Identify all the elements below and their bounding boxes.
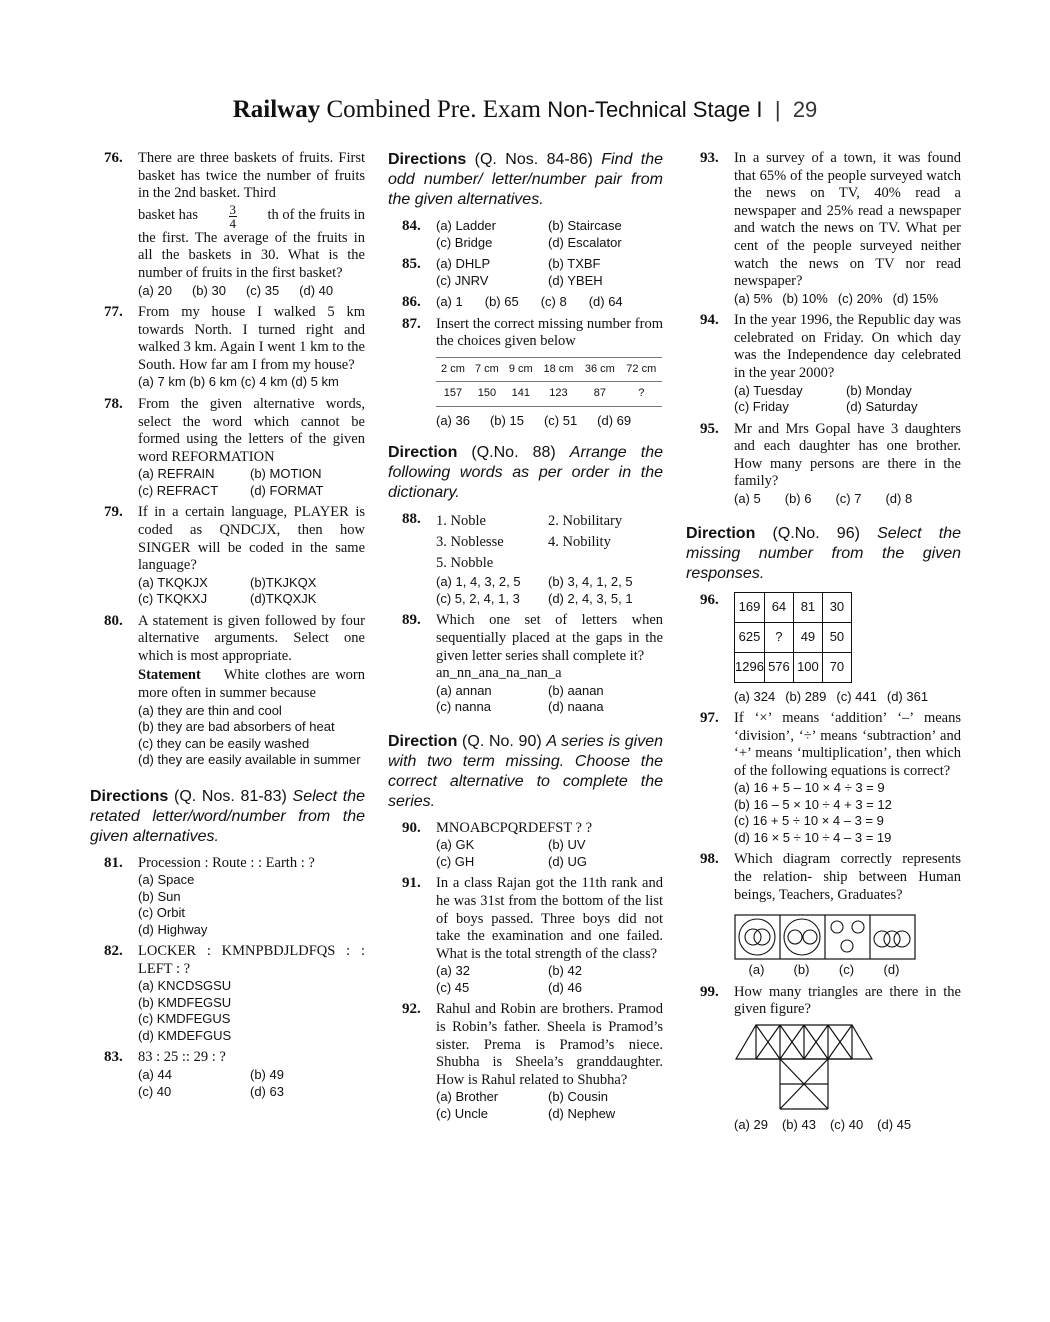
option[interactable]: (d) 63 (250, 1083, 284, 1099)
option[interactable]: (b) Monday (846, 382, 912, 398)
table-cell: 141 (504, 382, 538, 407)
question-text: In a class Rajan got the 11th rank and he was 31st from the bottom of the list of boys passed. Three boys did not take the examination and one failed. What is the total strength of the class? (436, 875, 663, 962)
question-84 (388, 218, 663, 251)
question-text: Insert the correct missing number from the choices given below (436, 315, 663, 350)
options (138, 283, 365, 300)
question-text: A statement is given followed by four alternative arguments. Select one which is most appropriate. (138, 612, 365, 664)
question-93 (686, 150, 961, 307)
option[interactable]: (b) 30 (191, 282, 226, 298)
page-header: Railway Combined Pre. Exam Non-Technical Stage I | 29 (232, 96, 818, 123)
question-76 (90, 150, 365, 299)
option[interactable]: (d) UG (548, 853, 587, 869)
option[interactable]: (d) Escalator (548, 234, 622, 250)
question-text: There are three baskets of fruits. First basket has twice the number of fruits in the 2nd basket. Third (138, 150, 365, 202)
question-number: 82. (104, 943, 123, 960)
venn-diagram-options (734, 914, 916, 960)
directions-label: Directions (90, 787, 169, 805)
option[interactable]: (b) UV (548, 837, 586, 853)
question-82 (90, 943, 365, 1044)
option[interactable]: (b) 10% (782, 290, 828, 306)
question-number: 99. (700, 983, 719, 1000)
question-text: LOCKER : KMNPBDJLDFQS : : LEFT : ? (138, 943, 365, 977)
header-subtitle: Non-Technical Stage I (547, 97, 763, 122)
question-85 (388, 256, 663, 289)
question-text: Which diagram correctly represents the relation- ship between Human beings, Teachers, Graduates? (734, 851, 961, 903)
directions-label: Direction (686, 524, 756, 542)
directions-84-86 (388, 150, 663, 210)
question-number: 78. (104, 395, 123, 412)
question-83 (90, 1049, 365, 1100)
statement-label: Statement (138, 667, 201, 684)
question-81 (90, 855, 365, 939)
option[interactable]: (b) they are bad absorbers of heat (138, 719, 335, 735)
option[interactable]: (d) KMDEFGUS (138, 1027, 232, 1043)
question-text: 83 : 25 :: 29 : ? (138, 1049, 226, 1066)
option[interactable]: (d) FORMAT (250, 482, 324, 498)
table-cell: 157 (436, 382, 470, 407)
options (734, 491, 961, 508)
option[interactable]: (b) aanan (548, 682, 604, 698)
options (436, 683, 663, 716)
table-cell: 123 (538, 382, 579, 407)
option[interactable]: (b) 49 (250, 1067, 284, 1083)
option[interactable]: (a) Brother (436, 1089, 499, 1105)
option[interactable]: (b) 65 (484, 294, 519, 309)
option[interactable]: (c) KMDFEGUS (138, 1011, 231, 1027)
question-text: Mr and Mrs Gopal have 3 daughters and each daughter has one brother. How many persons are there in the family? (734, 420, 961, 490)
option[interactable]: (c) 8 (540, 294, 567, 309)
word: 2. Nobilitary (548, 513, 623, 530)
question-text: MNOABCPQRDEFST ? ? (436, 819, 593, 836)
question-text: the first. The average of the fruits in all the baskets in 30. What is the number of fruits in the first basket? (138, 229, 365, 281)
option[interactable]: (d) 69 (597, 412, 632, 428)
directions-text: A series is given with two term missing. Choose the correct alternative to complete the series. (388, 732, 664, 810)
grid-cell: 576 (764, 652, 793, 682)
table-cell: ? (621, 382, 662, 407)
option[interactable]: (a) Space (138, 872, 195, 888)
header-title: Combined Pre. Exam (326, 96, 542, 123)
question-number: 92. (402, 1001, 421, 1018)
question-text: Rahul and Robin are brothers. Pramod is Robin’s father. Sheela is Pramod’s sister. Prema is Pramod’s niece. Shubha is Sheela’s granddaughter. How is Rahul related to Shubha? (436, 1001, 663, 1088)
word: 3. Noblesse (436, 534, 504, 551)
option[interactable]: (d) they are easily available in summer (138, 752, 361, 768)
options (436, 294, 663, 311)
option[interactable]: (a) (748, 962, 765, 978)
diagram-labels (734, 962, 916, 979)
option[interactable]: (c) GH (436, 853, 475, 869)
question-number: 76. (104, 150, 123, 166)
option[interactable]: (c) 45 (436, 979, 470, 995)
question-text: In the year 1996, the Republic day was celebrated on Friday. On which day was the Independence day celebrated in the year 2000? (734, 312, 961, 382)
options (138, 703, 365, 769)
option[interactable]: (b) 43 (781, 1116, 816, 1132)
options (734, 780, 961, 846)
question-number: 79. (104, 504, 123, 521)
option[interactable]: (c) Orbit (138, 905, 185, 921)
options (436, 256, 663, 289)
option[interactable]: (d) 2, 4, 3, 5, 1 (548, 590, 633, 606)
question-number: 91. (402, 875, 421, 892)
statement-text: White clothes are worn more often in summer because (138, 667, 365, 702)
grid-cell: 50 (822, 622, 851, 652)
option[interactable]: (a) 1 (436, 294, 463, 309)
grid-cell: ? (764, 622, 793, 652)
grid-cell: 100 (793, 652, 822, 682)
option[interactable]: (a) they are thin and cool (138, 702, 282, 718)
question-97 (686, 710, 961, 846)
option[interactable]: (a) 44 (138, 1067, 172, 1083)
directions-range: (Q. Nos. 81-83) (173, 787, 287, 805)
question-number: 96. (700, 591, 719, 608)
question-number: 77. (104, 304, 123, 321)
option[interactable]: (a) KNCDSGSU (138, 978, 232, 994)
question-96 (686, 592, 961, 706)
option[interactable]: (a) REFRAIN (138, 466, 215, 482)
option[interactable]: (c) they can be easily washed (138, 735, 310, 751)
directions-range: (Q. No. 90) (462, 732, 542, 750)
question-number: 98. (700, 851, 719, 868)
directions-label: Direction (388, 444, 458, 462)
question-number: 80. (104, 612, 123, 629)
option[interactable]: (b)TKJKQX (250, 574, 317, 590)
option[interactable]: (c) REFRACT (138, 482, 219, 498)
question-number: 93. (700, 150, 719, 166)
question-99 (686, 984, 961, 1134)
question-79 (90, 504, 365, 607)
option[interactable]: (a) 16 + 5 – 10 × 4 ÷ 3 = 9 (734, 780, 885, 796)
option[interactable]: (a) 1, 4, 3, 2, 5 (436, 574, 521, 590)
question-87 (388, 316, 663, 430)
word: 5. Nobble (436, 555, 494, 572)
option[interactable]: (d) 16 × 5 ÷ 10 ÷ 4 – 3 = 19 (734, 829, 892, 845)
option[interactable]: (b) 289 (785, 688, 827, 704)
option[interactable]: (d) 361 (886, 688, 929, 704)
question-78 (90, 396, 365, 499)
options (138, 374, 365, 391)
number-table (436, 357, 662, 407)
question-86 (388, 294, 663, 311)
option[interactable]: (c) 35 (245, 282, 280, 298)
directions-label: Directions (388, 151, 467, 168)
options (436, 963, 663, 996)
letter-series: an_nn_ana_na_nan_a (436, 665, 562, 682)
option[interactable]: (c) Friday (734, 399, 789, 415)
question-text: If in a certain language, PLAYER is coded as QNDCJX, then how SINGER will be coded in the same language? (138, 504, 365, 574)
option[interactable]: (c) TKQKXJ (138, 591, 208, 607)
word: 1. Noble (436, 513, 486, 530)
option[interactable]: (d) Saturday (846, 399, 918, 415)
question-80 (90, 613, 365, 769)
option[interactable]: (c) Uncle (436, 1105, 489, 1121)
question-98 (686, 851, 961, 978)
options (436, 413, 663, 430)
option[interactable]: (b) 42 (548, 963, 582, 979)
directions-88 (388, 443, 663, 503)
question-number: 84. (402, 218, 421, 234)
option[interactable]: (b) Staircase (548, 218, 622, 233)
question-91 (388, 875, 663, 996)
table-cell: 72 cm (621, 357, 662, 382)
question-number: 86. (402, 294, 421, 310)
number-grid (734, 592, 852, 683)
table-cell: 36 cm (579, 357, 620, 382)
option[interactable]: (b) 3, 4, 1, 2, 5 (548, 574, 633, 590)
option[interactable]: (d) YBEH (548, 272, 603, 288)
question-text: Procession : Route : : Earth : ? (138, 854, 315, 871)
triangle-figure (734, 1023, 874, 1111)
column-middle (388, 150, 663, 1127)
option[interactable]: (c) 16 + 5 ÷ 10 × 4 – 3 = 9 (734, 813, 884, 829)
option[interactable]: (a) 36 (436, 412, 470, 428)
options (734, 689, 961, 706)
option[interactable]: (a) Ladder (436, 218, 496, 233)
option[interactable]: (c) Bridge (436, 234, 493, 250)
option[interactable]: (a) Tuesday (734, 382, 803, 398)
question-text: From my house I walked 5 km towards North. I turned right and walked 3 km. Again I went 1 km to the South. How far am I from my house? (138, 304, 365, 373)
directions-90 (388, 732, 663, 812)
question-number: 94. (700, 312, 719, 329)
option[interactable]: (a) 5 (734, 491, 761, 506)
directions-81-83 (90, 787, 365, 847)
options (436, 1089, 663, 1122)
question-number: 88. (402, 511, 421, 528)
word: 4. Nobility (548, 534, 611, 551)
option[interactable]: (b) KMDFEGSU (138, 994, 232, 1010)
option[interactable]: (d) 46 (548, 979, 582, 995)
question-95 (686, 421, 961, 508)
option[interactable]: (c) nanna (436, 699, 491, 715)
question-number: 97. (700, 710, 719, 726)
options (436, 218, 663, 251)
question-number: 83. (104, 1049, 123, 1066)
grid-cell: 81 (793, 592, 822, 622)
option[interactable]: (a) 20 (138, 282, 172, 298)
question-number: 85. (402, 256, 421, 272)
directions-96 (686, 524, 961, 584)
option[interactable]: (a) 5% (734, 290, 773, 306)
options (138, 978, 365, 1044)
options (734, 383, 961, 416)
question-text: In a survey of a town, it was found that 65% of the people surveyed watch the news on TV, 40% read a newspaper and 25% read a newspaper and watch the news on TV. What per cent of the people surveyed neither watch the news on TV nor read newspaper? (734, 150, 961, 290)
question-number: 87. (402, 315, 421, 332)
option[interactable]: (c) JNRV (436, 272, 489, 288)
directions-text: Arrange the following words as per order in the dictionary. (388, 444, 664, 502)
grid-cell: 64 (764, 592, 793, 622)
option[interactable]: (d) 45 (877, 1116, 912, 1132)
question-text: basket has (138, 207, 198, 224)
question-number: 95. (700, 420, 719, 437)
directions-text: Find the odd number/ letter/number pair from the given alternatives. (388, 151, 663, 208)
option[interactable]: (d)TKQXJK (250, 591, 317, 607)
options (436, 837, 663, 870)
option[interactable]: (a) 29 (734, 1116, 768, 1132)
table-cell: 7 cm (470, 357, 504, 382)
question-text: Which one set of letters when sequentially placed at the gaps in the given letter series shall complete it? (436, 612, 663, 664)
option[interactable]: (b) 6 km (189, 374, 237, 390)
option[interactable]: (b) Sun (138, 888, 181, 904)
question-77 (90, 304, 365, 391)
option[interactable]: (a) TKQKJX (138, 574, 208, 590)
question-number: 89. (402, 612, 421, 629)
table-cell: 2 cm (436, 357, 470, 382)
question-text: th of the fruits in (267, 207, 365, 224)
question-90 (388, 820, 663, 871)
question-text: From the given alternative words, select the word which cannot be formed using the letters of the given word REFORMATION (138, 395, 365, 465)
word-list (436, 511, 663, 574)
directions-label: Direction (388, 732, 458, 750)
directions-text: Select the retated letter/word/number from the given alternatives. (90, 787, 365, 845)
table-cell: 150 (470, 382, 504, 407)
header-brand: Railway (232, 96, 321, 123)
option[interactable]: (b) TXBF (548, 256, 601, 271)
option[interactable]: (a) 7 km (138, 374, 186, 390)
question-92 (388, 1001, 663, 1122)
option[interactable]: (c) (838, 962, 855, 978)
column-right (686, 150, 961, 1138)
question-94 (686, 312, 961, 415)
option[interactable]: (b) MOTION (250, 466, 322, 482)
option[interactable]: (a) GK (436, 837, 475, 853)
option[interactable]: (d) 40 (299, 282, 334, 298)
option[interactable]: (c) 40 (829, 1116, 864, 1132)
option[interactable]: (d) (883, 962, 900, 978)
page-number: 29 (792, 97, 818, 122)
option[interactable]: (a) annan (436, 682, 492, 698)
grid-cell: 30 (822, 592, 851, 622)
fraction: $\frac{3}{4}$ (229, 201, 237, 231)
option[interactable]: (d) 64 (588, 294, 623, 309)
question-88 (388, 511, 663, 607)
grid-cell: 625 (735, 622, 765, 652)
option[interactable]: (b) 16 – 5 × 10 ÷ 4 + 3 = 12 (734, 796, 892, 812)
question-89 (388, 612, 663, 715)
options (734, 291, 961, 308)
column-left (90, 150, 365, 1105)
question-text: If ‘×’ means ‘addition’ ‘–’ means ‘division’, ‘÷’ means ‘subtraction’ and ‘+’ means ‘multiplication’, then which of the following equations is correct? (734, 710, 961, 779)
option[interactable]: (d) 15% (892, 290, 939, 306)
option[interactable]: (b) 15 (489, 412, 524, 428)
directions-range: (Q. Nos. 84-86) (474, 151, 593, 168)
options (138, 575, 365, 608)
option[interactable]: (d) Nephew (548, 1105, 616, 1121)
grid-cell: 1296 (735, 652, 765, 682)
grid-cell: 70 (822, 652, 851, 682)
options (138, 872, 365, 938)
grid-cell: 49 (793, 622, 822, 652)
question-text: How many triangles are there in the given figure? (734, 983, 961, 1018)
option[interactable]: (a) 32 (436, 963, 470, 979)
table-cell: 9 cm (504, 357, 538, 382)
option[interactable]: (c) 441 (836, 688, 877, 704)
directions-range: (Q.No. 88) (471, 444, 556, 462)
option[interactable]: (c) 40 (138, 1083, 172, 1099)
option[interactable]: (d) 8 (885, 491, 913, 506)
option[interactable]: (c) 51 (543, 412, 578, 428)
option[interactable]: (b) 6 (784, 491, 812, 506)
options (138, 1067, 365, 1100)
grid-cell: 169 (735, 592, 765, 622)
table-cell: 18 cm (538, 357, 579, 382)
table-cell: 87 (579, 382, 620, 407)
directions-range: (Q.No. 96) (772, 524, 860, 542)
directions-text: Select the missing number from the given responses. (686, 524, 961, 582)
option[interactable]: (a) DHLP (436, 256, 491, 271)
options (734, 1117, 961, 1134)
option[interactable]: (d) naana (548, 699, 604, 715)
option[interactable]: (c) 5, 2, 4, 1, 3 (436, 590, 520, 606)
option[interactable]: (b) Cousin (548, 1089, 608, 1105)
option[interactable]: (a) 324 (734, 688, 776, 704)
option[interactable]: (d) Highway (138, 921, 208, 937)
question-number: 81. (104, 854, 123, 871)
options (436, 574, 663, 607)
options (138, 466, 365, 499)
option[interactable]: (c) 4 km (240, 374, 288, 390)
option[interactable]: (c) 7 (835, 491, 862, 506)
question-number: 90. (402, 819, 421, 836)
option[interactable]: (d) 5 km (291, 374, 339, 390)
option[interactable]: (c) 20% (837, 290, 883, 306)
option[interactable]: (b) (793, 962, 810, 978)
